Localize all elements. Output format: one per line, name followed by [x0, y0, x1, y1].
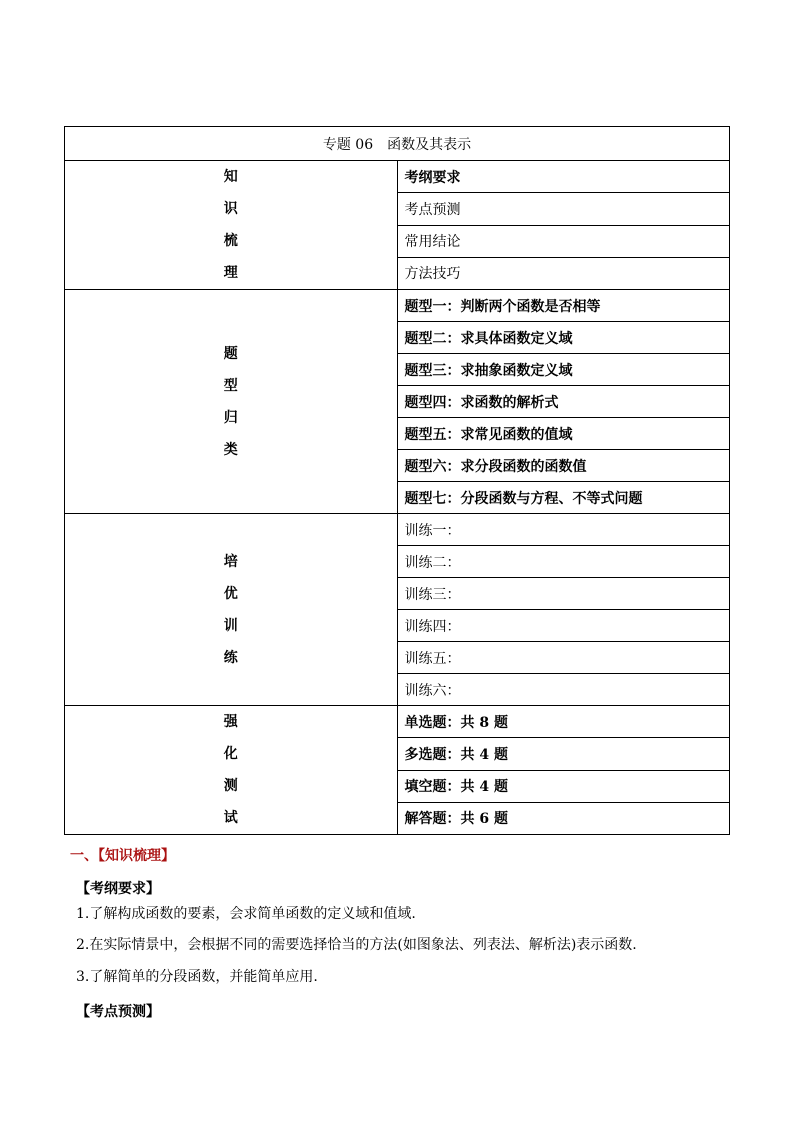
heading-predictions: 【考点预测】 — [76, 1004, 160, 1020]
outline-item: 题型六：求分段函数的函数值 — [397, 450, 730, 482]
section-label-question-types: 题 型 归 类 — [65, 290, 398, 514]
requirement-line-3: 3.了解简单的分段函数，并能简单应用. — [76, 969, 318, 985]
outline-item: 常用结论 — [397, 225, 730, 257]
table-title-number: 专题 06 — [322, 136, 374, 153]
section-label-training: 培 优 训 练 — [65, 514, 398, 706]
topic-outline-table — [64, 126, 730, 835]
outline-item: 训练四： — [397, 610, 730, 642]
outline-item: 训练三： — [397, 578, 730, 610]
table-title-text: 函数及其表示 — [387, 136, 472, 153]
section-heading-knowledge: 一、【知识梳理】 — [70, 848, 175, 864]
requirement-line-2: 2.在实际情景中，会根据不同的需要选择恰当的方法(如图象法、列表法、解析法)表示函数. — [76, 937, 637, 953]
table-title — [65, 127, 730, 161]
section-label-knowledge: 知 识 梳 理 — [65, 161, 398, 290]
outline-item: 题型五：求常见函数的值域 — [397, 418, 730, 450]
outline-item: 训练五： — [397, 642, 730, 674]
outline-item: 考点预测 — [397, 193, 730, 225]
outline-item: 题型二：求具体函数定义域 — [397, 322, 730, 354]
outline-item: 多选题：共 4 题 — [397, 738, 730, 770]
outline-item: 填空题：共 4 题 — [397, 770, 730, 802]
outline-item: 训练一： — [397, 514, 730, 546]
section-label-test: 强 化 测 试 — [65, 706, 398, 835]
outline-item: 题型四：求函数的解析式 — [397, 386, 730, 418]
outline-item: 训练六： — [397, 674, 730, 706]
heading-requirements: 【考纲要求】 — [76, 881, 160, 897]
outline-item: 方法技巧 — [397, 257, 730, 289]
outline-item: 题型七：分段函数与方程、不等式问题 — [397, 482, 730, 514]
outline-item: 题型三：求抽象函数定义域 — [397, 354, 730, 386]
outline-item: 题型一：判断两个函数是否相等 — [397, 290, 730, 322]
requirement-line-1: 1.了解构成函数的要素，会求简单函数的定义域和值域. — [76, 906, 416, 922]
outline-item: 单选题：共 8 题 — [397, 706, 730, 738]
outline-item: 训练二： — [397, 546, 730, 578]
outline-item: 考纲要求 — [397, 161, 730, 193]
outline-item: 解答题：共 6 题 — [397, 802, 730, 834]
